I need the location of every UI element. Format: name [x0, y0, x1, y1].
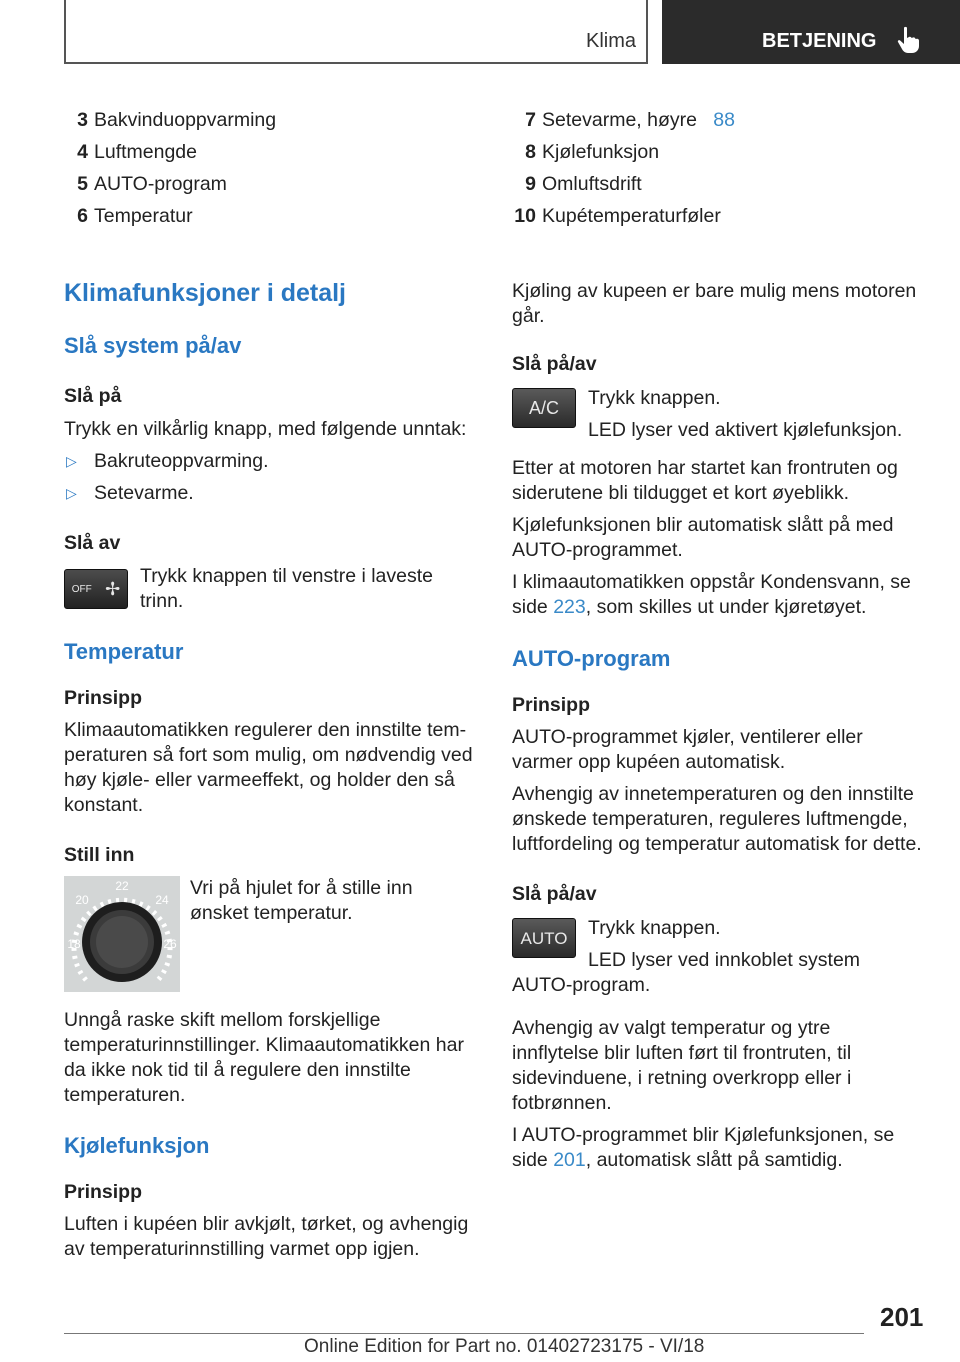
knob-label: 24: [155, 893, 169, 907]
knob-label: 20: [75, 893, 89, 907]
heading-temperature: Temperatur: [64, 639, 184, 664]
heading-switch-on: Slå på: [64, 385, 122, 407]
heading-principle: Prinsipp: [512, 694, 591, 716]
fog-text: Etter at motoren har startet kan frontruten og siderutene bli tildugget et kort øyeblikk.: [512, 457, 898, 504]
auto-program-text: I AUTO-programmet blir Kjølefunksjonen, se side 201, automatisk slått på samtidig.: [512, 1124, 895, 1171]
press-button-text: Trykk knappen.: [588, 387, 721, 409]
page-reference-link[interactable]: 88: [713, 109, 735, 131]
triangle-bullet-icon: ▷: [66, 485, 77, 501]
led-auto-text: LED lyser ved innkoblet system AUTO-program.: [512, 949, 861, 996]
press-button-text: Trykk knappen.: [588, 917, 721, 939]
heading-climate-details: Klimafunksjoner i detalj: [64, 279, 347, 307]
cooling-only-text: Kjøling av kupeen er bare mulig mens motoren går.: [512, 280, 917, 327]
set-temperature-row: [64, 876, 474, 996]
knob-label: 18: [67, 937, 81, 951]
heading-onoff: Slå på/av: [512, 883, 597, 905]
air-flow-text: Avhengig av valgt temperatur og ytre innflytelse blir luften ført til frontruten, til sidevinduene, i retning overkropp eller i fotbrønnen.: [512, 1017, 852, 1114]
pointing-hand-icon: [896, 26, 920, 54]
cooling-text: Luften i kupéen blir avkjølt, tørket, og avhengig av temperaturinnstilling varmet opp igjen.: [64, 1213, 469, 1260]
switch-on-text: Trykk en vilkårlig knapp, med følgende unntak:: [64, 418, 467, 440]
heading-auto-program: AUTO-program: [512, 646, 671, 671]
temperature-knob-image: [64, 876, 180, 992]
heading-set: Still inn: [64, 844, 135, 866]
knob-label: 26: [163, 937, 177, 951]
triangle-bullet-icon: ▷: [66, 453, 77, 469]
off-fan-button-image: [64, 569, 128, 609]
header-chapter: BETJENING: [762, 30, 877, 52]
heading-principle: Prinsipp: [64, 1181, 143, 1203]
header-chapter-tab: [662, 0, 960, 64]
page-number: 201: [880, 1302, 924, 1332]
condensation-text: I klimaautomatikken oppstår Kondensvann, se side 223, som skilles ut under kjøretøyet.: [512, 571, 911, 618]
temperature-text: Klimaautomatikken regulerer den innstilte temperaturen så fort som mulig, om nødvendig ved høy kjøle- eller varmeeffekt, og holder den så konstant.: [64, 719, 473, 816]
avoid-text: Unngå raske skift mellom forskjellige temperaturinnstillinger. Klimaautomatikken har da ikke nok tid til å regulere den innstilte temperaturen.: [64, 1009, 464, 1106]
auto-text-1: AUTO-programmet kjøler, ventilerer eller varmer opp kupéen automatisk.: [512, 726, 863, 773]
heading-switch-off: Slå av: [64, 532, 121, 554]
auto-button-image: AUTO: [512, 918, 576, 958]
legend-list-right: [512, 108, 922, 236]
list-item: 3 Bakvinduoppvarming: [77, 109, 277, 131]
footer-divider: [64, 1333, 864, 1334]
off-label: OFF: [71, 583, 92, 595]
auto-button-row: [512, 916, 922, 998]
list-item: 10 Kupétemperaturføler: [514, 205, 721, 227]
right-column: [512, 108, 922, 1173]
bullet-item: ▷ Setevarme.: [66, 482, 194, 504]
list-item: 8 Kjølefunksjon: [525, 141, 660, 163]
led-ac-text: LED lyser ved aktivert kjølefunksjon.: [588, 419, 903, 441]
list-item: 4 Luftmengde: [77, 141, 197, 163]
switch-off-text: Trykk knappen til venstre i laveste trinn.: [140, 565, 433, 612]
auto-text-2: Avhengig av innetemperaturen og den innstilte ønskede temperaturen, reguleres luftmengde, luftfordeling og temperatur automatisk for dette.: [512, 783, 922, 855]
set-temperature-text: Vri på hjulet for å stille inn ønsket temperatur.: [190, 877, 413, 924]
knob-label: 22: [115, 879, 129, 893]
bullet-item: ▷ Bakruteoppvarming.: [66, 450, 269, 472]
left-column: [64, 108, 474, 1262]
heading-onoff: Slå på/av: [512, 353, 597, 375]
header-section: Klima: [585, 30, 636, 52]
legend-list-left: [64, 108, 474, 236]
list-item: 5 AUTO-program: [77, 173, 227, 195]
list-item: 6 Temperatur: [77, 205, 193, 227]
fan-icon: ✢: [105, 578, 121, 599]
heading-system-onoff: Slå system på/av: [64, 333, 242, 358]
heading-cooling: Kjølefunksjon: [64, 1133, 210, 1158]
page-reference-link[interactable]: 201: [553, 1149, 586, 1171]
ac-button-row: [512, 386, 922, 444]
list-item: 7 Setevarme, høyre 88: [525, 109, 735, 131]
switch-off-row: [64, 564, 474, 614]
page-reference-link[interactable]: 223: [553, 596, 586, 618]
ac-button-image: A/C: [512, 388, 576, 428]
list-item: 9 Omluftsdrift: [525, 173, 642, 195]
edition-text: Online Edition for Part no. 01402723175 - VI/18: [304, 1336, 705, 1357]
auto-cooling-text: Kjølefunksjonen blir automatisk slått på med AUTO-programmet.: [512, 514, 894, 561]
heading-principle: Prinsipp: [64, 687, 143, 709]
